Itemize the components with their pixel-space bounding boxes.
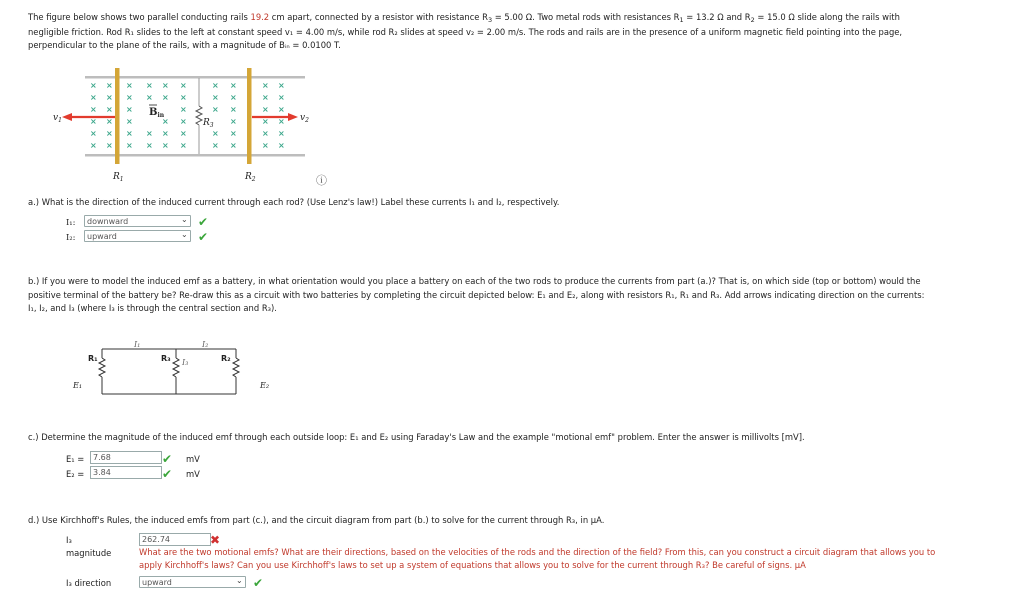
hint-line-2: apply Kirchhoff's laws? Can you use Kirchhoff's laws to set up a system of equations that allows you to solve for the current through R₃? Be careful of signs. μA (139, 560, 806, 570)
field-mark: × (278, 117, 285, 126)
field-mark: × (230, 117, 237, 126)
field-mark: × (162, 93, 169, 102)
field-mark: × (180, 105, 187, 114)
v2-label: $v_2$ (300, 113, 309, 124)
r2-resistor (233, 358, 239, 377)
field-mark: × (126, 93, 133, 102)
circuit-r2-label: R₂ (221, 354, 231, 363)
circuit-r1-label: R₁ (88, 354, 98, 363)
field-mark: × (212, 129, 219, 138)
incorrect-cross-icon: ✖ (210, 533, 221, 547)
magnitude-label: magnitude (66, 548, 112, 558)
correct-check-icon: ✔ (198, 215, 209, 229)
r3-resistor (173, 358, 179, 377)
field-mark: × (212, 81, 219, 90)
field-mark: × (162, 141, 169, 150)
field-mark: × (126, 105, 133, 114)
r3-figure-label: $R_3$ (203, 118, 214, 129)
field-mark: × (212, 105, 219, 114)
intro-line-1: The figure below shows two parallel conducting rails 19.2 cm apart, connected by a resistor with resistance $R_3 = 5.00$ Ω. Two metal rods with resistances $R_1 = 13.2$ Ω and $R_2 = 15.0$ Ω slide along the rails with (28, 12, 900, 24)
i3-label: I₃ (66, 535, 72, 545)
r1-figure-label: $R_1$ (113, 172, 124, 183)
r3-zigzag (196, 106, 202, 125)
part-b-question (28, 275, 1013, 316)
field-mark: × (126, 117, 133, 126)
part-b-line-3: I₁, I₂, and I₃ (where I₃ is through the central section and R₃). (28, 303, 277, 313)
i2-direction-select[interactable] (84, 230, 191, 242)
field-mark: × (278, 129, 285, 138)
field-mark: × (278, 105, 285, 114)
field-mark: × (212, 141, 219, 150)
correct-check-icon: ✔ (198, 230, 209, 244)
field-mark: × (180, 117, 187, 126)
field-mark: × (106, 117, 113, 126)
field-mark: × (230, 105, 237, 114)
field-mark: × (262, 105, 269, 114)
field-mark: × (180, 129, 187, 138)
circuit-r3-label: R₃ (161, 354, 171, 363)
circuit-i1-label: I₁ (134, 340, 141, 349)
field-mark: × (230, 129, 237, 138)
i3-direction-select[interactable] (139, 576, 246, 588)
correct-check-icon: ✔ (162, 452, 173, 466)
field-mark: × (106, 129, 113, 138)
intro-text (28, 11, 1013, 53)
r2-figure-label: $R_2$ (245, 172, 256, 183)
intro-line-2: negligible friction. Rod R₁ slides to the left at constant speed v₁ = 4.00 m/s, while rod R₂ slides at speed v₂ = 2.00 m/s. The rods and rails are in the presence of a uniform magnetic field pointing into the page, (28, 26, 903, 37)
field-mark: × (278, 81, 285, 90)
field-mark: × (90, 93, 97, 102)
field-mark: × (278, 141, 285, 150)
field-mark: × (162, 117, 169, 126)
v1-label: $v_1$ (53, 113, 62, 124)
part-c-question: c.) Determine the magnitude of the induced emf through each outside loop: E₁ and E₂ using Faraday's Law and the example "motional emf" problem. Enter the answer is millivolts [mV]. (28, 432, 805, 442)
rails-figure (50, 68, 340, 186)
field-mark: × (262, 81, 269, 90)
v2-arrowhead (288, 113, 298, 121)
i1-direction-select[interactable] (84, 215, 191, 227)
circuit-diagram (60, 338, 300, 400)
field-mark: × (146, 141, 153, 150)
field-mark: × (262, 141, 269, 150)
v1-arrowhead (62, 113, 72, 121)
field-mark: × (90, 141, 97, 150)
field-mark: × (180, 93, 187, 102)
rod-r1 (115, 68, 120, 164)
i2-label: I₂: (66, 232, 76, 242)
field-mark: × (146, 81, 153, 90)
field-mark: × (106, 105, 113, 114)
field-mark: × (262, 117, 269, 126)
field-mark: × (230, 81, 237, 90)
field-mark: × (106, 141, 113, 150)
field-mark: × (180, 81, 187, 90)
hint-line-1: What are the two motional emfs? What are their directions, based on the velocities of the rods and the direction of the field? From this, can you construct a circuit diagram that allows you to (139, 547, 936, 557)
field-mark: × (262, 129, 269, 138)
field-mark: × (180, 141, 187, 150)
i1-label: I₁: (66, 217, 76, 227)
b-field-label: $B_{in}$ (149, 107, 165, 119)
info-icon[interactable]: ⓘ (316, 174, 327, 187)
part-b-line-1: b.) If you were to model the induced emf as a battery, in what orientation would you place a battery on each of the two rods to produce the currents from part (a.)? That is, on which side (top or bottom) would the (28, 276, 921, 286)
field-mark: × (162, 129, 169, 138)
rod-r2 (247, 68, 252, 164)
correct-check-icon: ✔ (162, 467, 173, 481)
i3-magnitude-input[interactable] (139, 533, 211, 546)
correct-check-icon: ✔ (253, 576, 264, 590)
e1-input[interactable] (90, 451, 162, 464)
field-mark: × (90, 129, 97, 138)
e2-input[interactable] (90, 466, 162, 479)
field-mark: × (146, 93, 153, 102)
field-mark: × (126, 141, 133, 150)
field-mark: × (126, 81, 133, 90)
field-mark: × (262, 93, 269, 102)
circuit-i3-label: I₃ (182, 358, 189, 367)
field-mark: × (146, 129, 153, 138)
part-d-question: d.) Use Kirchhoff's Rules, the induced emfs from part (c.), and the circuit diagram from part (b.) to solve for the current through R₃, in μA. (28, 515, 605, 525)
field-mark: × (106, 81, 113, 90)
field-mark: × (106, 93, 113, 102)
circuit-i2-label: I₂ (202, 340, 209, 349)
r1-resistor (99, 358, 105, 377)
field-mark: × (212, 93, 219, 102)
field-mark: × (230, 93, 237, 102)
field-mark: × (278, 93, 285, 102)
field-mark: × (126, 129, 133, 138)
field-mark: × (230, 141, 237, 150)
field-mark: × (90, 117, 97, 126)
e1-unit: mV (186, 454, 200, 464)
intro-line-3: perpendicular to the plane of the rails, with a magnitude of Bᵢₙ = 0.0100 T. (28, 40, 341, 50)
e2-label: E₂ = (66, 469, 85, 479)
circuit-e1-label: E₁ (73, 381, 83, 390)
part-a-question: a.) What is the direction of the induced current through each rod? (Use Lenz's law!) Label these currents I₁ and I₂, respectively. (28, 197, 560, 207)
circuit-e2-label: E₂ (260, 381, 270, 390)
field-mark: × (90, 105, 97, 114)
feedback-hint (139, 546, 1009, 572)
field-mark: × (162, 81, 169, 90)
part-b-line-2: positive terminal of the battery be? Re-draw this as a circuit with two batteries by completing the circuit depicted below: E₁ and E₂, along with resistors R₁, R₁ and R₃. Add arrows indicating direction on the currents: (28, 289, 925, 300)
i3-direction-label: I₃ direction (66, 578, 112, 588)
rail-separation-value: 19.2 (250, 12, 270, 22)
e1-label: E₁ = (66, 454, 85, 464)
field-mark: × (90, 81, 97, 90)
e2-unit: mV (186, 469, 200, 479)
